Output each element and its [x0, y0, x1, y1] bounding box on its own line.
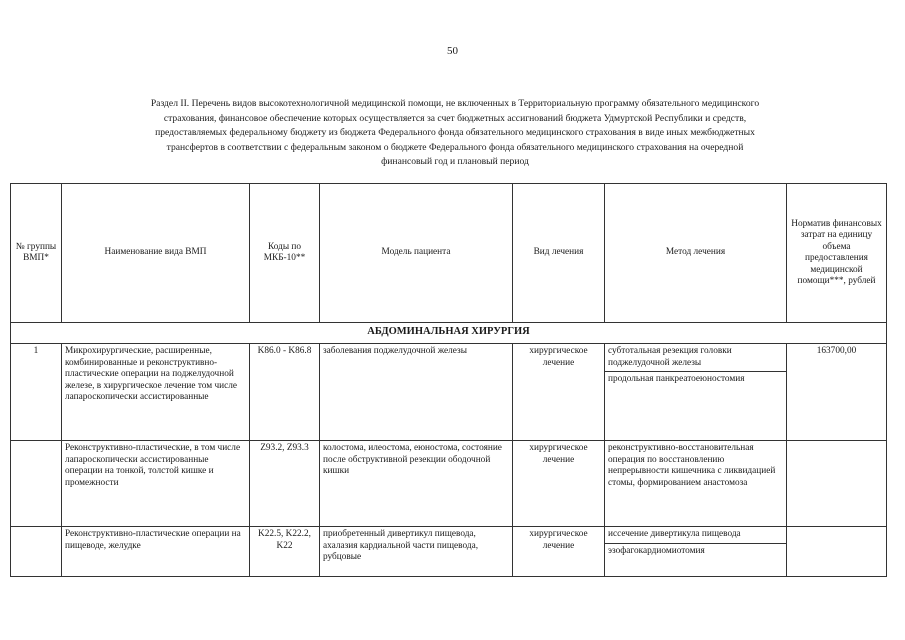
cell-treatment-type: хирургическое лечение [513, 344, 605, 441]
section-title-line: трансфертов в соответствии с федеральным законом о бюджете Федерального фонда обязательного медицинского страхования на очередной [166, 141, 744, 153]
vmp-table [10, 183, 887, 577]
cell-treatment-methods [605, 344, 787, 441]
method-item: субтотальная резекция головки поджелудочной железы [608, 346, 732, 368]
section-heading-row [11, 323, 887, 344]
section-title [60, 97, 850, 170]
cell-group-no: 1 [11, 344, 62, 441]
method-item: реконструктивно-восстановительная операция по восстановлению непрерывности кишечника с ликвидацией стомы, формированием анастомоза [608, 443, 776, 488]
table-row [11, 344, 887, 441]
cell-patient-model: заболевания поджелудочной железы [320, 344, 513, 441]
section-title-line: предоставляемых федеральному бюджету из бюджета Федерального фонда обязательного медицинского страхования в виде иных межбюджетных [155, 127, 755, 139]
table-row [11, 527, 887, 577]
cell-treatment-type: хирургическое лечение [513, 527, 605, 577]
cell-cost [787, 527, 887, 577]
cell-group-no [11, 441, 62, 527]
cell-vmp-name: Реконструктивно-пластические, в том числе лапароскопически ассистированные операции на тонкой, толстой кишке и промежности [62, 441, 250, 527]
method-item: продольная панкреатоеюностомия [605, 371, 786, 388]
cell-vmp-name: Реконструктивно-пластические операции на пищеводе, желудке [62, 527, 250, 577]
cell-icd-codes: Z93.2, Z93.3 [250, 441, 320, 527]
cell-patient-model: приобретенный дивертикул пищевода, ахалазия кардиальной части пищевода, рубцовые [320, 527, 513, 577]
table-row [11, 441, 887, 527]
cell-icd-codes: K86.0 - K86.8 [250, 344, 320, 441]
cell-treatment-methods [605, 441, 787, 527]
cell-treatment-type: хирургическое лечение [513, 441, 605, 527]
header-vmp-name: Наименование вида ВМП [62, 184, 250, 323]
method-item: иссечение дивертикула пищевода [608, 529, 741, 539]
method-item: эзофагокардиомиотомия [605, 543, 786, 560]
cell-patient-model: колостома, илеостома, еюностома, состояние после обструктивной резекции ободочной кишки [320, 441, 513, 527]
header-patient-model: Модель пациента [320, 184, 513, 323]
cell-cost [787, 441, 887, 527]
section-title-line: страхования, финансовое обеспечение которых осуществляется за счет бюджетных ассигнований бюджета Удмуртской Республики и средств, [163, 112, 747, 124]
cell-icd-codes: K22.5, K22.2, K22 [250, 527, 320, 577]
section-heading: АБДОМИНАЛЬНАЯ ХИРУРГИЯ [11, 323, 887, 344]
header-icd-codes: Коды по МКБ-10** [250, 184, 320, 323]
cell-treatment-methods [605, 527, 787, 577]
cell-cost: 163700,00 [787, 344, 887, 441]
page-number: 50 [447, 45, 458, 57]
header-treatment-type: Вид лечения [513, 184, 605, 323]
section-title-line: финансовый год и плановый период [381, 156, 529, 168]
table-header-row [11, 184, 887, 323]
header-treatment-method: Метод лечения [605, 184, 787, 323]
cell-vmp-name: Микрохирургические, расширенные, комбинированные и реконструктивно-пластические операции на поджелудочной железе, в хирургическое лечение том числе лапароскопически ассистированные [62, 344, 250, 441]
header-group-no: № группы ВМП* [11, 184, 62, 323]
cell-group-no [11, 527, 62, 577]
section-title-line: Раздел II. Перечень видов высокотехнологичной медицинской помощи, не включенных в Территориальную программу обязательного медицинского [150, 98, 760, 109]
header-cost-norm: Норматив финансовых затрат на единицу объема предоставления медицинской помощи***, рублей [787, 184, 887, 323]
